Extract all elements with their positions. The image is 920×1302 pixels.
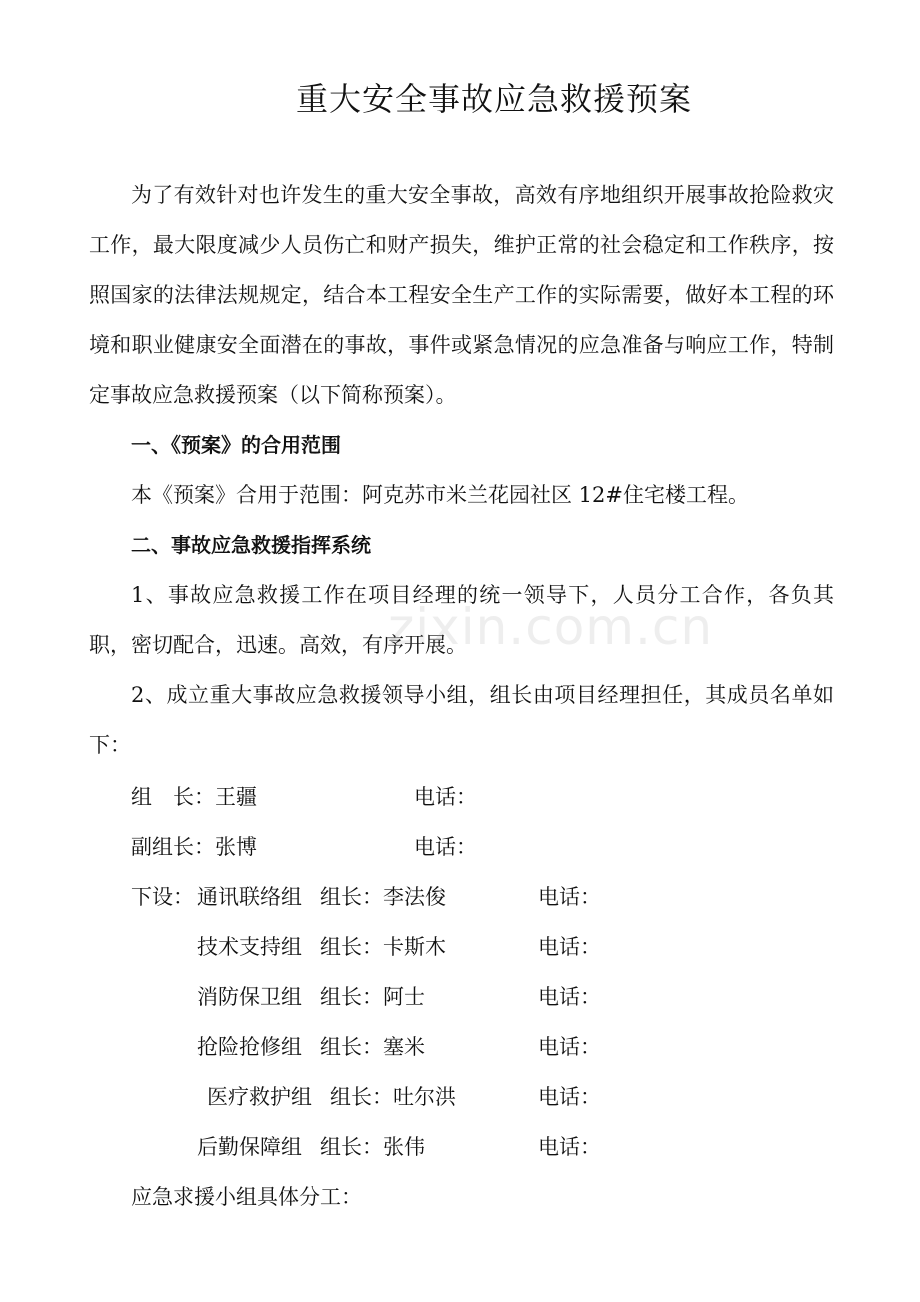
watermark: zixin.com.cn (388, 598, 714, 656)
group-leader: 组长：李法俊 (320, 885, 446, 909)
groups-prefix: 下设： (131, 885, 194, 909)
group-name: 技术支持组 (197, 935, 302, 959)
section2-item2: 2、成立重大事故应急救援领导小组，组长由项目经理担任，其成员名单如下： (89, 683, 834, 757)
group-phone: 电话： (538, 985, 601, 1009)
group-leader: 组长：吐尔洪 (330, 1085, 456, 1109)
group-name: 后勤保障组 (197, 1135, 302, 1159)
group-leader: 组长：张伟 (320, 1135, 425, 1159)
group-leader: 组长：阿士 (320, 985, 425, 1009)
group-name: 抢险抢修组 (197, 1035, 302, 1059)
group-phone: 电话： (538, 885, 601, 909)
document-title: 重大安全事故应急救援预案 (295, 80, 692, 118)
group-name: 消防保卫组 (197, 985, 302, 1009)
group-name: 通讯联络组 (197, 885, 302, 909)
deputy-phone: 电话： (414, 835, 477, 859)
section2-heading: 二、事故应急救援指挥系统 (131, 533, 371, 557)
group-phone: 电话： (538, 1135, 601, 1159)
deputy-label: 副组长：张博 (131, 835, 257, 859)
section1-heading: 一、《预案》的合用范围 (131, 433, 341, 457)
group-phone: 电话： (538, 1035, 601, 1059)
leader-phone: 电话： (414, 785, 477, 809)
section2-item1: 1、事故应急救援工作在项目经理的统一领导下，人员分工合作，各负其职，密切配合，迅速。高效，有序开展。 (89, 583, 834, 657)
group-name: 医疗救护组 (207, 1085, 312, 1109)
intro-paragraph: 为了有效针对也许发生的重大安全事故，高效有序地组织开展事故抢险救灾工作，最大限度减少人员伤亡和财产损失，维护正常的社会稳定和工作秩序，按照国家的法律法规规定，结合本工程安全生产工作的实际需要，做好本工程的环境和职业健康安全面潜在的事故，事件或紧急情况的应急准备与响应工作，特制定事故应急救援预案（以下简称预案）。 (89, 183, 834, 407)
group-leader: 组长：卡斯木 (320, 935, 446, 959)
division-heading: 应急求援小组具体分工： (131, 1185, 362, 1209)
section1-text: 本《预案》合用于范围：阿克苏市米兰花园社区 12#住宅楼工程。 (131, 483, 749, 507)
group-phone: 电话： (538, 1085, 601, 1109)
leader-label: 组 长：王疆 (131, 785, 257, 809)
group-phone: 电话： (538, 935, 601, 959)
group-leader: 组长：塞米 (320, 1035, 425, 1059)
